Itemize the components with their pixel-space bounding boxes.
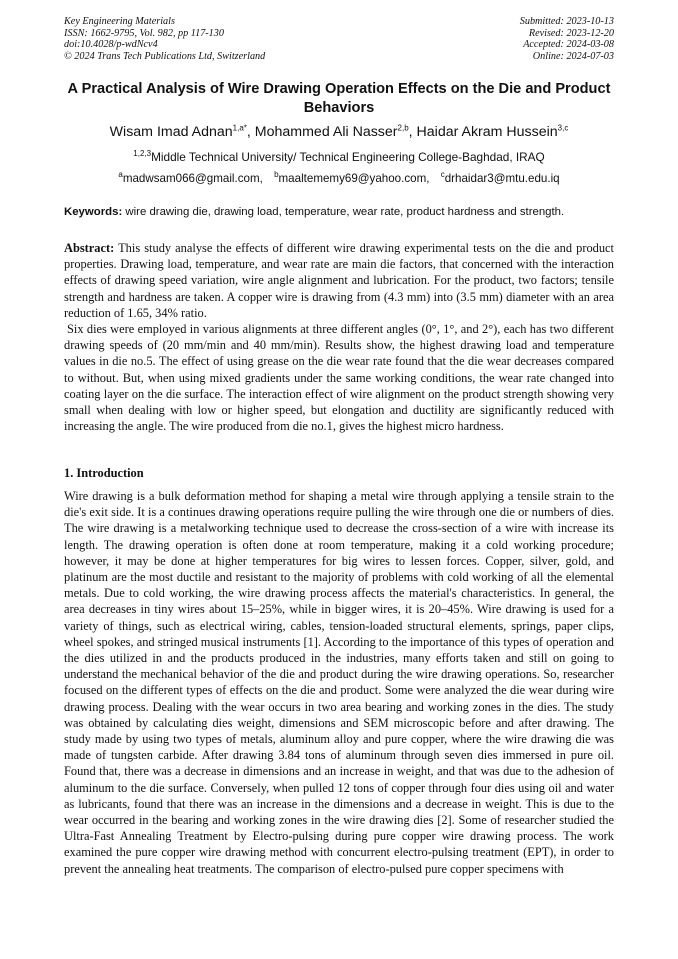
email-link[interactable]: madwsam066@gmail.com, xyxy=(122,172,263,185)
date-revised: Revised: 2023-12-20 xyxy=(528,27,614,39)
journal-copyright: © 2024 Trans Tech Publications Ltd, Switzerland xyxy=(64,50,266,62)
date-online: Online: 2024-07-03 xyxy=(532,50,614,62)
author-list: Wisam Imad Adnan$^{1,a*}$, Mohammed Ali Nasser$^{2,b}$, Haidar Akram Hussein$^{3,c}$ xyxy=(109,123,569,140)
abstract-text-1: This study analyse the effects of different wire drawing experimental tests on the die and product properties. Drawing load, temperature, and wear rate are main die factors, that concerned with the interaction effects of drawing speed variation, wire angle alignment and lubrication. For the product, two factors; tensile strength and hardness are taken. A copper wire is drawing from (4.3 mm) into (3.5 mm) diameter with an area reduction of 1.65, 34% ratio. xyxy=(64,241,614,320)
journal-doi[interactable]: doi:10.4028/p-wdNcv4 xyxy=(64,39,158,51)
journal-name: Key Engineering Materials xyxy=(64,16,175,27)
publication-dates xyxy=(520,16,614,62)
paper-title: A Practical Analysis of Wire Drawing Operation Effects on the Die and Product Behaviors xyxy=(67,81,611,116)
author-superscript: 3,c xyxy=(557,123,569,133)
abstract-label: Abstract: xyxy=(64,241,115,255)
introduction-body xyxy=(64,488,614,877)
abstract xyxy=(64,240,614,434)
email-superscript: a xyxy=(118,170,123,180)
email-link[interactable]: maaltememy69@yahoo.com, xyxy=(278,172,430,185)
email-superscript: b xyxy=(274,170,279,180)
email-link[interactable]: drhaidar3@mtu.edu.iq xyxy=(444,172,560,185)
abstract-paragraph-2: Six dies were employed in various alignments at three different angles (0°, 1°, and 2°), each has two different drawing speeds of (20 mm/min and 40 mm/min). Results show, the highest drawing load and temperature values in die no.5. The effect of using grease on the die wear rate found that the die wear decreases compared to without. But, when using mixed gradients under the same working conditions, the wear rate changed into coating layer on the die surface. The interaction effect of wire alignment on the product strength showing very small when dealing with low or higher speed, but elongation and ductility are significantly reduced with increasing the angle. The wire produced from die no.1, gives the highest micro hardness. xyxy=(64,322,614,434)
keywords-label: Keywords: xyxy=(64,206,123,218)
author-name: Haidar Akram Hussein xyxy=(416,124,558,140)
journal-issn: ISSN: 1662-9795, Vol. 982, pp 117-130 xyxy=(64,27,224,39)
date-submitted: Submitted: 2023-10-13 xyxy=(519,16,614,27)
affiliation-text: Middle Technical University/ Technical Engineering College-Baghdad, IRAQ xyxy=(151,150,545,164)
keywords xyxy=(64,206,624,218)
abstract-paragraph-1 xyxy=(64,240,614,321)
email-superscript: c xyxy=(440,170,445,180)
email-list xyxy=(64,172,614,185)
introduction-paragraph: Wire drawing is a bulk deformation method for shaping a metal wire through applying a tensile strain to the die's exit side. It is a continues drawing operations require pulling the wire through one die or numbers of dies. The wire drawing is a metalworking technique used to decrease the cross-section of a wire with increase its length. The drawing operation is often done at room temperature, making it a cold working procedure; however, it may be done at higher temperatures for big wires to lessen forces. Copper, silver, gold, and platinum are the most ductile and resistant to the majority of problems with cold working of all the elemental metals. Due to cold working, the wire drawing process affects the material's characteristics. In general, the area decreases in tiny wires about 15–25%, while in bigger wires, it is 20–45%. Wire drawing is used for a variety of things, such as electrical wiring, cables, tension-loaded structural elements, springs, paper clips, wheel spokes, and stringed musical instruments [1]. According to the importance of this types of operation and the dies utilized in and the products produced in the industries, many efforts taken and still on going to understand the mechanical behavior of the die and product during the wire drawing operations. So, researcher focused on the different types of effects on the die and product. Some were analyzed the die wear during wire drawing process. Dealing with the wear occurs in two area bearing and working zones in the dies. The study was obtained by calculating dies weight, dimensions and SEM microscopic before and after drawing. The study made by using two types of metals, aluminum alloy and pure copper, where the wire drawing die was made of tungsten carbide. After drawing 3.84 tons of aluminum through seven dies immersed in pure oil. Found that, there was a decrease in dimensions and an increase in weight, and that was due to the adhesion of aluminum to the die surface. Conversely, when pulled 12 tons of copper through four dies using oil and water as lubricants, found that there was an increase in the dimensions and a decrease in weight. This is due to the wear occurred in the bearing and working zones in the wire drawing dies [2]. Some of researcher studied the Ultra-Fast Annealing Treatment by Electro-pulsing during pure copper wire drawing process. The work examined the pure copper wire drawing method with concurrent electro-pulsing treatment (EPT), in order to prevent the annealing heat treatments. The comparison of electro-pulsed pure copper specimens with xyxy=(64,489,614,876)
author-name: Mohammed Ali Nasser xyxy=(254,124,398,140)
author-name: Wisam Imad Adnan xyxy=(109,124,233,140)
keywords-text: wire drawing die, drawing load, temperature, wear rate, product hardness and strength. xyxy=(125,206,565,218)
author-superscript: 1,a* xyxy=(232,123,247,133)
journal-info xyxy=(64,16,265,62)
author-superscript: 2,b xyxy=(397,123,409,133)
affiliation xyxy=(64,150,614,164)
date-accepted: Accepted: 2024-03-08 xyxy=(523,39,614,51)
section-heading-introduction: 1. Introduction xyxy=(64,466,144,480)
affiliation-superscript: 1,2,3 xyxy=(133,149,152,159)
